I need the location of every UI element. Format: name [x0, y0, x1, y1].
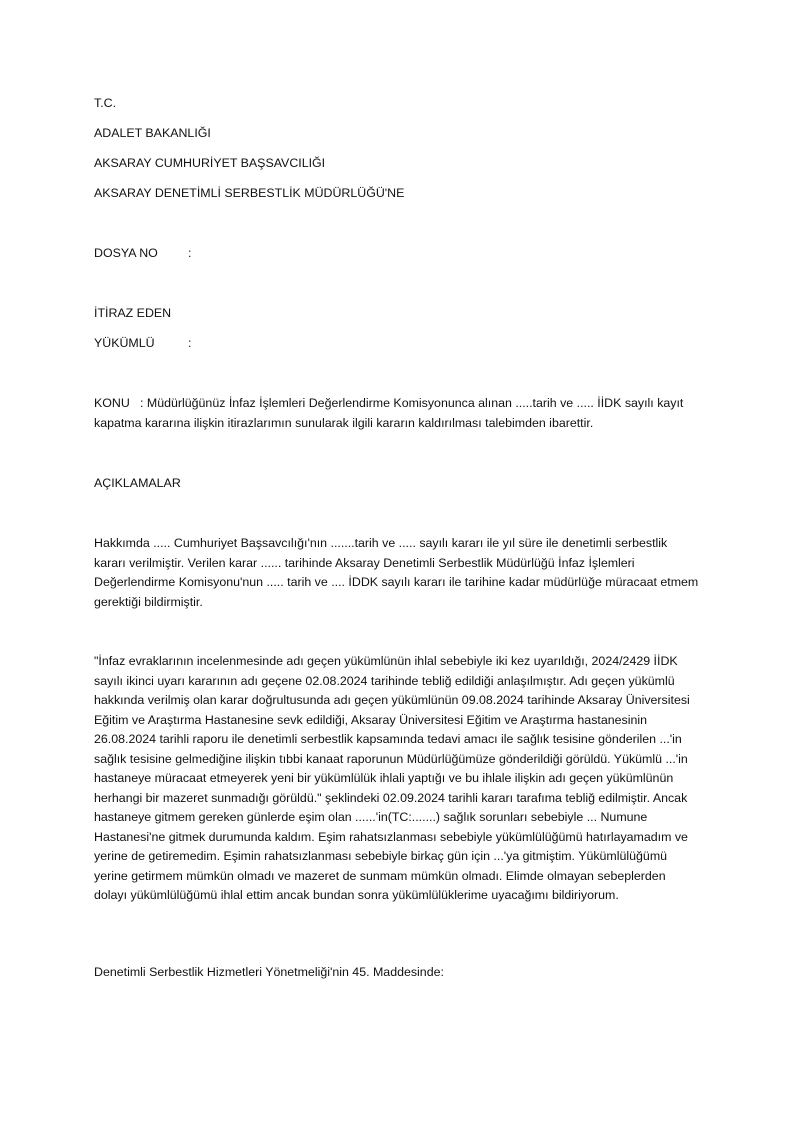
konu-paragraph	[94, 394, 702, 433]
yukumlu-colon: :	[188, 336, 192, 350]
header-tc	[94, 94, 702, 114]
konu-text: : Müdürlüğünüz İnfaz İşlemleri Değerlendirme Komisyonunca alınan .....tarih ve ..... İİDK sayılı kayıt kapatma kararına ilişkin itirazlarımın sunularak ilgili kararın kaldırılması talebimden ibarettir.	[94, 396, 684, 430]
header-recipient-text: AKSARAY DENETİMLİ SERBESTLİK MÜDÜRLÜĞÜ'NE	[94, 186, 405, 200]
aciklamalar-heading	[94, 474, 702, 494]
header-ministry	[94, 124, 702, 144]
dosya-no-label: DOSYA NO	[94, 246, 158, 260]
dosya-no-field	[94, 244, 702, 264]
header-ministry-text: ADALET BAKANLIĞI	[94, 126, 211, 140]
konu-label: KONU	[94, 396, 130, 410]
header-recipient	[94, 184, 702, 204]
aciklama-paragraph-3-text: Denetimli Serbestlik Hizmetleri Yönetmeliği'nin 45. Maddesinde:	[94, 965, 444, 979]
dosya-no-colon: :	[188, 246, 192, 260]
itiraz-eden-field	[94, 304, 702, 324]
aciklama-paragraph-1	[94, 534, 702, 612]
aciklama-paragraph-2	[94, 652, 702, 906]
aciklama-paragraph-3	[94, 963, 702, 983]
header-prosecutor	[94, 154, 702, 174]
yukumlu-label: YÜKÜMLÜ	[94, 336, 155, 350]
aciklama-paragraph-2-text: "İnfaz evraklarının incelenmesinde adı geçen yükümlünün ihlal sebebiyle iki kez uyarıldığı, 2024/2429 İİDK sayılı ikinci uyarı kararının adı geçene 02.08.2024 tarihinde tebliğ edildiği anlaşılmıştır. Adı geçen yükümlü hakkında verilmiş olan karar doğrultusunda adı geçen yükümlünün 09.08.2024 tarihinde Aksaray Üniversitesi Eğitim ve Araştırma Hastanesine sevk edildiği, Aksaray Üniversitesi Eğitim ve Araştırma hastanesinin 26.08.2024 tarihli raporu ile denetimli serbestlik kapsamında tedavi amacı ile sağlık tesisine gönderilen ...'in sağlık tesisine gelmediğine ilişkin tıbbi kanaat raporunun Müdürlüğümüze gönderildiği görüldü. Yükümlü ...'in hastaneye müracaat etmeyerek yeni bir yükümlülük ihlali yaptığı ve bu ihlale ilişkin adı geçen yükümlünün herhangi bir mazeret sunmadığı görüldü." şeklindeki 02.09.2024 tarihli kararı tarafıma tebliğ edilmiştir. Ancak hastaneye gitmem gereken günlerde eşim olan ......'in(TC:.......) sağlık sorunları sebebiyle ... Numune Hastanesi'ne gitmek durumunda kaldım. Eşim rahatsızlanması sebebiyle yükümlülüğümü hatırlayamadım ve yerine de getiremedim. Eşimin rahatsızlanması sebebiyle birkaç gün için ...'ya gitmiştim. Yükümlülüğümü yerine getirmem mümkün olmadı ve mazeret de sunmam mümkün olmadı. Elimde olmayan sebeplerden dolayı yükümlülüğümü ihlal ettim ancak bundan sonra yükümlülüklerime uyacağımı bildiriyorum.	[94, 654, 690, 902]
header-tc-text: T.C.	[94, 96, 117, 110]
header-prosecutor-text: AKSARAY CUMHURİYET BAŞSAVCILIĞI	[94, 156, 326, 170]
aciklamalar-title: AÇIKLAMALAR	[94, 476, 181, 490]
yukumlu-field	[94, 334, 702, 354]
itiraz-eden-label: İTİRAZ EDEN	[94, 306, 172, 320]
aciklama-paragraph-1-text: Hakkımda ..... Cumhuriyet Başsavcılığı'nın .......tarih ve ..... sayılı kararı ile yıl süre ile denetimli serbestlik kararı verilmiştir. Verilen karar ...... tarihinde Aksaray Denetimli Serbestlik Müdürlüğü İnfaz İşlemleri Değerlendirme Komisyonu'nun ..... tarih ve .... İDDK sayılı kararı ile tarihine kadar müdürlüğe müracaat etmem gerektiği bildirmiştir.	[94, 536, 699, 609]
